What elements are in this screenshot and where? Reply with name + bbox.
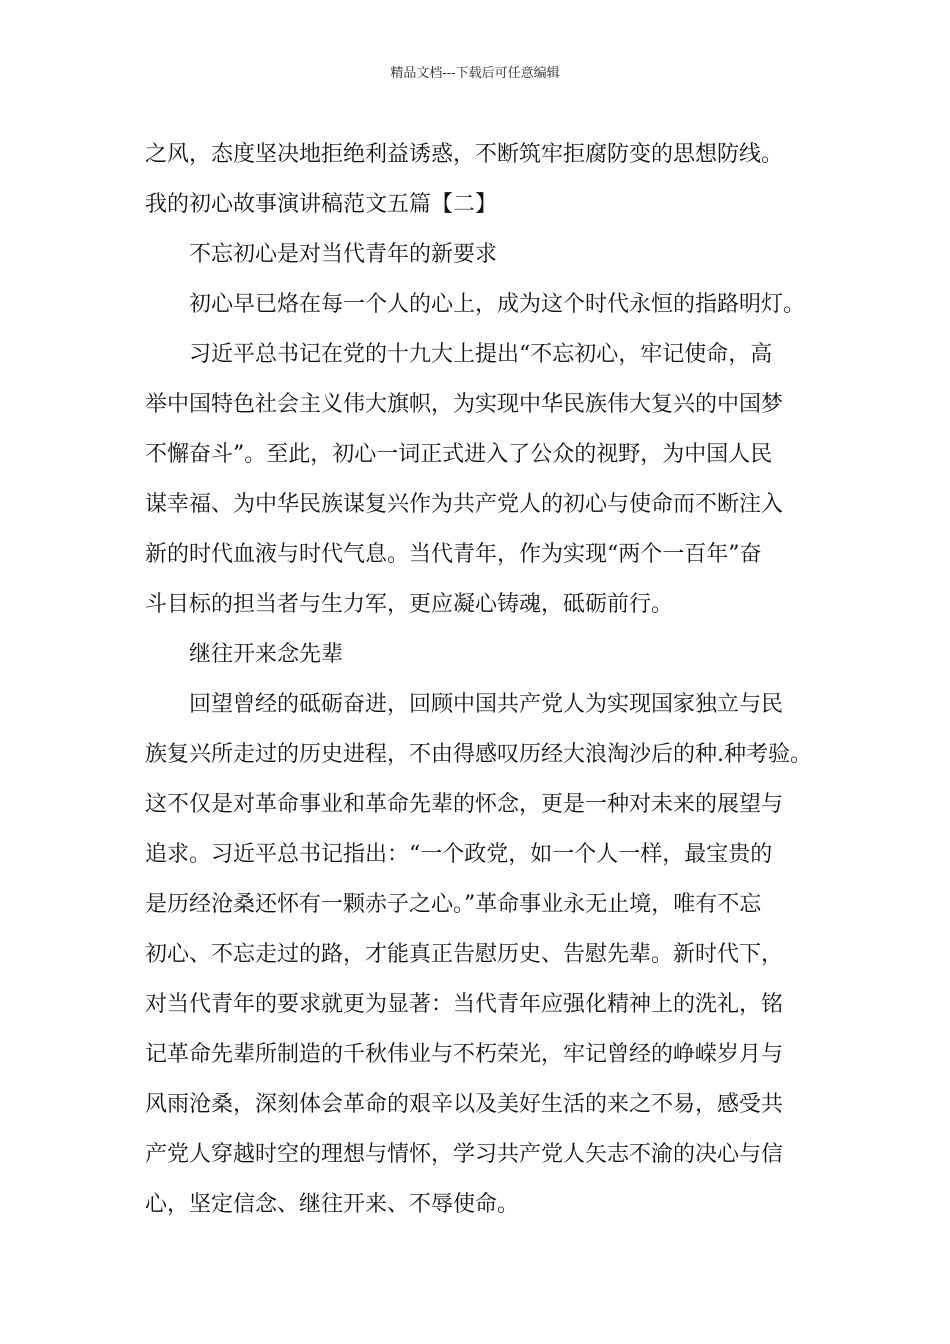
subheading: 继往开来念先辈: [189, 642, 344, 667]
paragraph-line: 谋幸福、为中华民族谋复兴作为共产党人的初心与使命而不断注入: [145, 492, 784, 517]
paragraph-line: 新的时代血液与时代气息。当代青年，作为实现“两个一百年”奋: [145, 542, 762, 567]
subheading: 不忘初心是对当代青年的新要求: [189, 242, 498, 267]
paragraph-line: 初心早已烙在每一个人的心上，成为这个时代永恒的指路明灯。: [189, 292, 806, 317]
page-header: 精品文档---下载后可任意编辑: [390, 66, 560, 81]
section-title: 我的初心故事演讲稿范文五篇【二】: [145, 192, 498, 217]
paragraph-line: 记革命先辈所制造的千秋伟业与不朽荣光，牢记曾经的峥嵘岁月与: [145, 1042, 784, 1067]
paragraph-line: 对当代青年的要求就更为显著：当代青年应强化精神上的洗礼，铭: [145, 992, 784, 1017]
paragraph-line: 这不仅是对革命事业和革命先辈的怀念，更是一种对未来的展望与: [145, 792, 784, 817]
paragraph-line: 习近平总书记在党的十九大上提出“不忘初心，牢记使命，高: [189, 342, 773, 367]
paragraph-line: 是历经沧桑还怀有一颗赤子之心。”革命事业永无止境，唯有不忘: [145, 892, 762, 917]
paragraph-line: 举中国特色社会主义伟大旗帜，为实现中华民族伟大复兴的中国梦: [145, 392, 784, 417]
paragraph-line: 之风，态度坚决地拒绝利益诱惑，不断筑牢拒腐防变的思想防线。: [145, 142, 784, 167]
paragraph-line: 回望曾经的砥砺奋进，回顾中国共产党人为实现国家独立与民: [189, 692, 784, 717]
paragraph-line: 不懈奋斗”。至此，初心一词正式进入了公众的视野，为中国人民: [145, 442, 773, 467]
paragraph-line: 斗目标的担当者与生力军，更应凝心铸魂，砥砺前行。: [145, 592, 674, 617]
paragraph-line: 产党人穿越时空的理想与情怀，学习共产党人矢志不渝的决心与信: [145, 1142, 784, 1167]
paragraph-line: 初心、不忘走过的路，才能真正告慰历史、告慰先辈。新时代下，: [145, 942, 784, 967]
document-body: [145, 130, 810, 1230]
paragraph-line: 风雨沧桑，深刻体会革命的艰辛以及美好生活的来之不易，感受共: [145, 1092, 784, 1117]
paragraph-line: 追求。习近平总书记指出：“一个政党，如一个人一样，最宝贵的: [145, 842, 773, 867]
paragraph-line: 族复兴所走过的历史进程，不由得感叹历经大浪淘沙后的种.种考验。: [145, 742, 812, 767]
paragraph-line: 心，坚定信念、继往开来、不辱使命。: [145, 1192, 520, 1217]
